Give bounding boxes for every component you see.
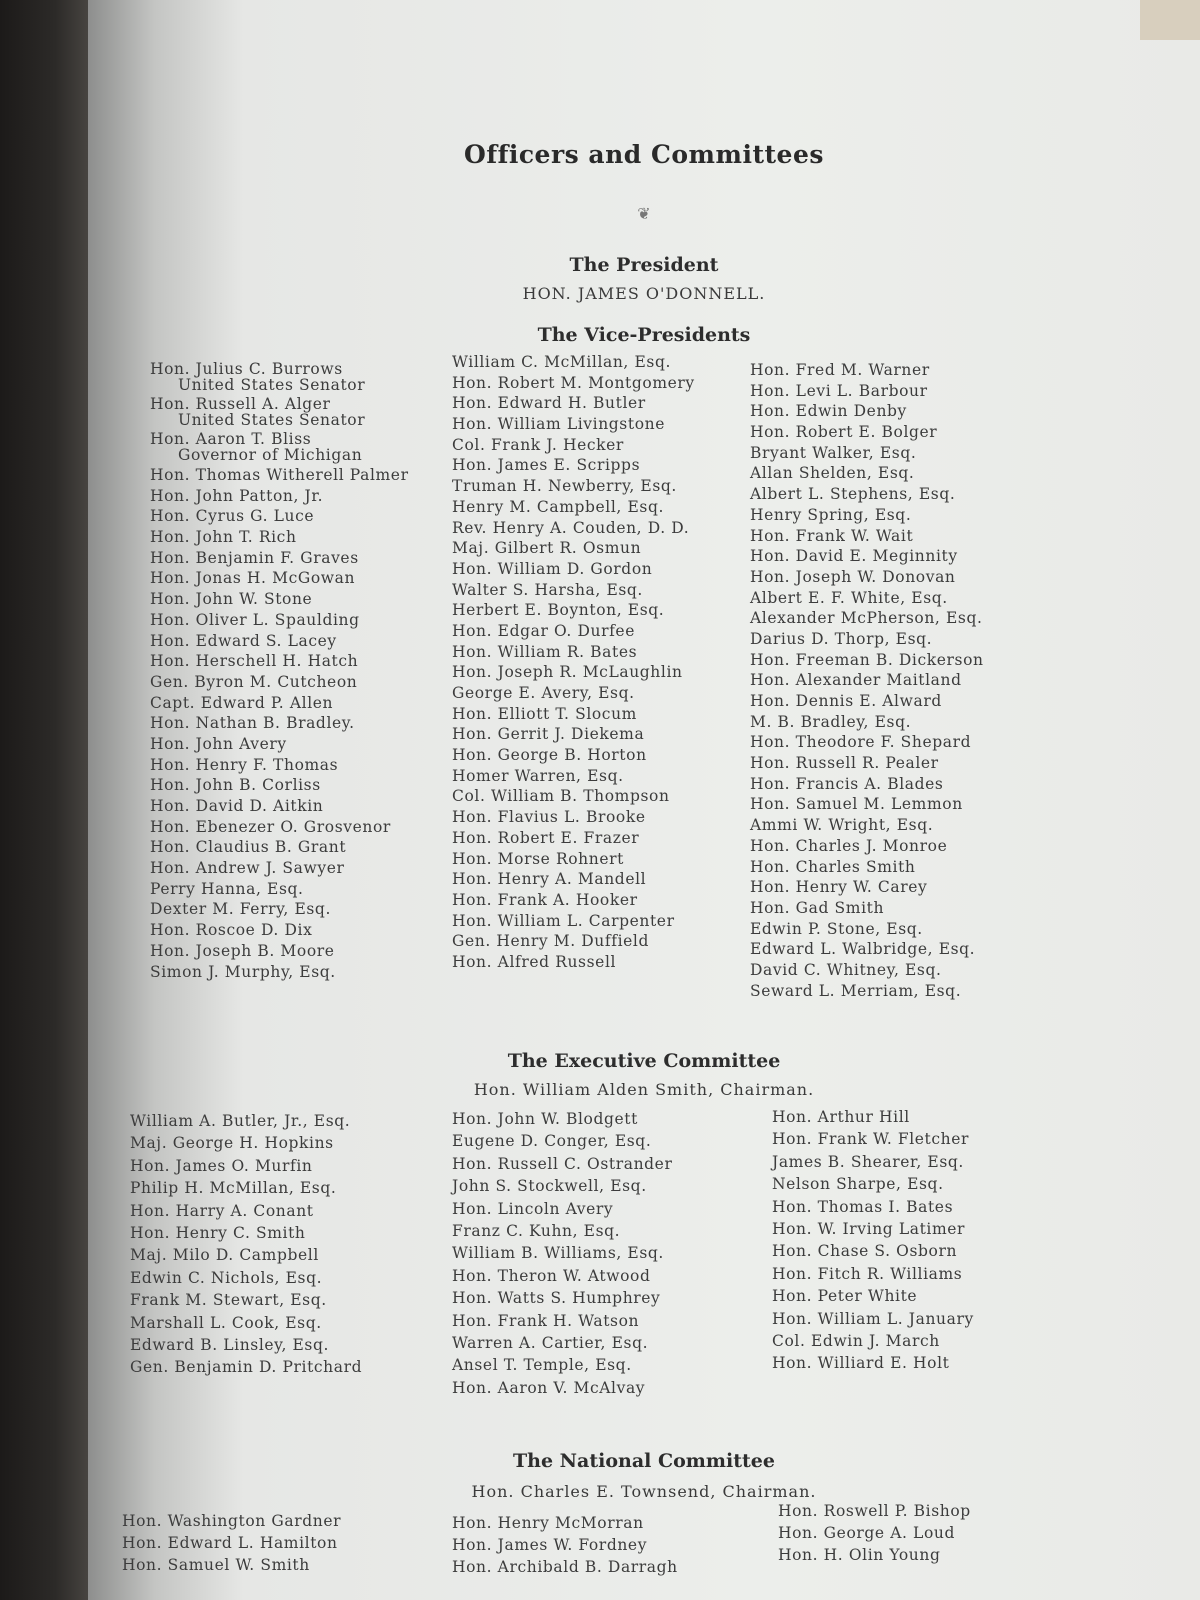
list-item: Hon. Arthur Hill bbox=[772, 1108, 910, 1126]
list-item: Alexander McPherson, Esq. bbox=[750, 609, 983, 628]
list-item: Hon. Charles Smith bbox=[750, 857, 916, 876]
list-item: Hon. David E. Meginnity bbox=[750, 547, 958, 566]
list-item: Hon. Chase S. Osborn bbox=[772, 1242, 958, 1261]
list-item: Philip H. McMillan, Esq. bbox=[130, 1179, 337, 1198]
list-item: Hon. Herschell H. Hatch bbox=[150, 652, 359, 671]
list-item: Ansel T. Temple, Esq. bbox=[452, 1356, 632, 1375]
list-item: Hon. Edwin Denby bbox=[750, 402, 907, 421]
list-item: Hon. Thomas I. Bates bbox=[772, 1197, 954, 1216]
list-item: Hon. Russell C. Ostrander bbox=[452, 1154, 673, 1173]
list-item: Hon. Edward H. Butler bbox=[452, 394, 646, 413]
president-name: HON. JAMES O'DONNELL. bbox=[522, 284, 766, 303]
list-item: Hon. Alfred Russell bbox=[452, 952, 617, 971]
list-item: Edward B. Linsley, Esq. bbox=[130, 1335, 330, 1354]
list-item: William C. McMillan, Esq. bbox=[452, 353, 672, 371]
list-item: Franz C. Kuhn, Esq. bbox=[452, 1221, 621, 1240]
list-item: Dexter M. Ferry, Esq. bbox=[150, 900, 331, 919]
list-item: Hon. Flavius L. Brooke bbox=[452, 808, 646, 827]
ornament-icon: ❦ bbox=[637, 204, 651, 223]
list-item: Hon. Dennis E. Alward bbox=[750, 692, 942, 710]
list-item: James B. Shearer, Esq. bbox=[772, 1152, 964, 1171]
list-item: Hon. Edward S. Lacey bbox=[150, 631, 337, 650]
list-item: Hon. Benjamin F. Graves bbox=[150, 548, 359, 567]
list-item: Hon. Cyrus G. Luce bbox=[150, 507, 315, 526]
list-item: Hon. Andrew J. Sawyer bbox=[150, 859, 345, 878]
list-item: Hon. Edward L. Hamilton bbox=[122, 1534, 338, 1552]
list-item: Hon. John B. Corliss bbox=[150, 776, 321, 795]
list-item: Darius D. Thorp, Esq. bbox=[750, 629, 933, 648]
list-item: Col. Edwin J. March bbox=[772, 1331, 940, 1350]
list-item: Hon. John W. Stone bbox=[150, 590, 313, 609]
book-page bbox=[88, 0, 1200, 1600]
list-item: Hon. Robert E. Frazer bbox=[452, 828, 640, 847]
list-item: Hon. George A. Loud bbox=[778, 1524, 955, 1542]
list-item: William B. Williams, Esq. bbox=[452, 1244, 664, 1263]
list-item: Hon. Frank H. Watson bbox=[452, 1311, 640, 1330]
list-item: Hon. Robert E. Bolger bbox=[750, 423, 938, 442]
national-column-2 bbox=[452, 1512, 678, 1578]
list-item: Seward L. Merriam, Esq. bbox=[750, 981, 962, 1000]
list-item: Hon. Gerrit J. Diekema bbox=[452, 725, 645, 744]
list-item: Truman H. Newberry, Esq. bbox=[452, 477, 677, 496]
list-item: Gen. Henry M. Duffield bbox=[452, 932, 649, 951]
list-item: John S. Stockwell, Esq. bbox=[452, 1177, 647, 1196]
list-item: Simon J. Murphy, Esq. bbox=[150, 962, 336, 981]
executive-chairman: Hon. William Alden Smith, Chairman. bbox=[473, 1080, 815, 1099]
list-item: Hon. John T. Rich bbox=[150, 528, 297, 547]
list-item: Maj. George H. Hopkins bbox=[130, 1134, 334, 1153]
list-item: Gen. Benjamin D. Pritchard bbox=[130, 1358, 363, 1377]
vice-presidents-column-2 bbox=[452, 352, 695, 973]
list-item: Hon. Morse Rohnert bbox=[452, 849, 624, 868]
list-item: Hon. Roscoe D. Dix bbox=[150, 921, 313, 940]
list-item: Hon. Aaron V. McAlvay bbox=[452, 1378, 646, 1397]
list-item: Hon. Charles J. Monroe bbox=[750, 836, 948, 855]
list-item: Hon. Archibald B. Darragh bbox=[452, 1558, 678, 1576]
list-item: Bryant Walker, Esq. bbox=[750, 443, 917, 462]
list-item: Hon. Oliver L. Spaulding bbox=[150, 610, 360, 629]
vice-presidents-column-1 bbox=[150, 360, 409, 982]
list-item: Hon. Henry C. Smith bbox=[130, 1223, 306, 1242]
list-item: Hon. Samuel M. Lemmon bbox=[750, 795, 963, 814]
list-item: Homer Warren, Esq. bbox=[452, 766, 624, 785]
list-item: Hon. Russell R. Pealer bbox=[750, 754, 939, 773]
list-item: Hon. Washington Gardner bbox=[122, 1512, 342, 1530]
list-item: Gen. Byron M. Cutcheon bbox=[150, 672, 358, 691]
list-item: Capt. Edward P. Allen bbox=[150, 693, 334, 712]
national-chairman: Hon. Charles E. Townsend, Chairman. bbox=[471, 1482, 817, 1501]
list-item: Hon. James O. Murfin bbox=[130, 1156, 313, 1175]
vice-presidents-column-3 bbox=[750, 360, 984, 1001]
list-item: Col. William B. Thompson bbox=[452, 787, 670, 806]
list-item: Hon. Peter White bbox=[772, 1287, 918, 1306]
list-item: Hon. Joseph W. Donovan bbox=[750, 567, 956, 586]
list-item: Hon. Elliott T. Slocum bbox=[452, 704, 637, 723]
list-item: Rev. Henry A. Couden, D. D. bbox=[452, 518, 690, 537]
list-item: Eugene D. Conger, Esq. bbox=[452, 1132, 652, 1151]
list-item: Perry Hanna, Esq. bbox=[150, 879, 304, 898]
list-item: Hon. Henry F. Thomas bbox=[150, 755, 339, 774]
list-item: Hon. William Livingstone bbox=[452, 415, 665, 434]
executive-column-1 bbox=[130, 1110, 362, 1379]
list-item: Albert E. F. White, Esq. bbox=[750, 588, 948, 607]
list-item: Hon. Edgar O. Durfee bbox=[452, 621, 635, 640]
list-item: Hon. Aaron T. Bliss Governor of Michigan bbox=[150, 430, 363, 464]
list-item: Hon. Joseph B. Moore bbox=[150, 941, 335, 960]
list-item: Hon. William L. Carpenter bbox=[452, 911, 675, 930]
list-item: Nelson Sharpe, Esq. bbox=[772, 1175, 944, 1194]
book-spine bbox=[0, 0, 92, 1600]
list-item: Walter S. Harsha, Esq. bbox=[452, 580, 643, 599]
list-item: Hon. Thomas Witherell Palmer bbox=[150, 466, 409, 484]
list-item: Hon. David D. Aitkin bbox=[150, 797, 324, 815]
list-item: Hon. James E. Scripps bbox=[452, 456, 641, 475]
national-committee-heading: The National Committee bbox=[513, 1450, 775, 1472]
list-item: Hon. Levi L. Barbour bbox=[750, 381, 928, 400]
list-item: Hon. John Avery bbox=[150, 734, 287, 753]
list-item: Hon. Watts S. Humphrey bbox=[452, 1289, 661, 1308]
executive-column-2 bbox=[452, 1108, 672, 1399]
list-item: Maj. Milo D. Campbell bbox=[130, 1246, 319, 1265]
list-item: Allan Shelden, Esq. bbox=[750, 464, 915, 483]
list-item: Hon. William R. Bates bbox=[452, 642, 638, 661]
list-item: Edwin C. Nichols, Esq. bbox=[130, 1268, 323, 1287]
list-item: Albert L. Stephens, Esq. bbox=[750, 485, 956, 504]
list-item: Hon. Gad Smith bbox=[750, 898, 885, 917]
list-item: Hon. Frank A. Hooker bbox=[452, 890, 638, 909]
list-item: Maj. Gilbert R. Osmun bbox=[452, 539, 642, 558]
list-item: Hon. H. Olin Young bbox=[778, 1546, 941, 1564]
national-column-3 bbox=[778, 1500, 971, 1566]
list-item: Henry M. Campbell, Esq. bbox=[452, 497, 664, 516]
list-item: Frank M. Stewart, Esq. bbox=[130, 1291, 327, 1310]
list-item: Hon. William L. January bbox=[772, 1309, 974, 1328]
list-item: Hon. George B. Horton bbox=[452, 746, 647, 765]
list-item: Hon. Fred M. Warner bbox=[750, 361, 930, 379]
list-item: Hon. Alexander Maitland bbox=[750, 671, 962, 690]
list-item: Hon. Francis A. Blades bbox=[750, 774, 944, 793]
list-item: Hon. Henry W. Carey bbox=[750, 878, 928, 897]
list-item: Col. Frank J. Hecker bbox=[452, 435, 624, 454]
list-item: Hon. John Patton, Jr. bbox=[150, 486, 324, 505]
list-item: Hon. Williard E. Holt bbox=[772, 1354, 950, 1373]
list-item: Hon. Harry A. Conant bbox=[130, 1201, 314, 1220]
list-item: Hon. James W. Fordney bbox=[452, 1536, 648, 1554]
list-item: Ammi W. Wright, Esq. bbox=[750, 816, 934, 835]
executive-column-3 bbox=[772, 1106, 974, 1375]
list-item: Hon. Claudius B. Grant bbox=[150, 838, 347, 857]
list-item: Hon. Samuel W. Smith bbox=[122, 1556, 310, 1574]
list-item: David C. Whitney, Esq. bbox=[750, 960, 942, 979]
president-heading: The President bbox=[569, 254, 719, 276]
list-item: Hon. Russell A. Alger United States Senator bbox=[150, 395, 366, 429]
list-item: Hon. Frank W. Fletcher bbox=[772, 1130, 970, 1149]
list-item: Edward L. Walbridge, Esq. bbox=[750, 940, 976, 959]
national-column-1 bbox=[122, 1510, 341, 1576]
list-item: Hon. Joseph R. McLaughlin bbox=[452, 663, 683, 682]
list-item: Hon. Fitch R. Williams bbox=[772, 1264, 963, 1283]
vice-presidents-heading: The Vice-Presidents bbox=[537, 324, 751, 346]
list-item: Hon. Theodore F. Shepard bbox=[750, 733, 972, 752]
list-item: Hon. William D. Gordon bbox=[452, 559, 653, 578]
page-title: Officers and Committees bbox=[464, 140, 824, 169]
list-item: Hon. Jonas H. McGowan bbox=[150, 569, 356, 588]
list-item: Hon. Lincoln Avery bbox=[452, 1199, 614, 1218]
page-corner bbox=[1140, 0, 1200, 40]
list-item: George E. Avery, Esq. bbox=[452, 684, 635, 702]
list-item: Edwin P. Stone, Esq. bbox=[750, 919, 923, 938]
list-item: Herbert E. Boynton, Esq. bbox=[452, 601, 665, 620]
list-item: Hon. Ebenezer O. Grosvenor bbox=[150, 817, 391, 836]
list-item: M. B. Bradley, Esq. bbox=[750, 712, 912, 731]
list-item: Hon. Theron W. Atwood bbox=[452, 1266, 651, 1285]
list-item: Warren A. Cartier, Esq. bbox=[452, 1333, 649, 1352]
list-item: Hon. W. Irving Latimer bbox=[772, 1219, 966, 1238]
list-item: Hon. John W. Blodgett bbox=[452, 1110, 638, 1128]
list-item: Hon. Henry A. Mandell bbox=[452, 870, 647, 889]
list-item: Hon. Julius C. Burrows United States Senator bbox=[150, 360, 366, 394]
list-item: Hon. Robert M. Montgomery bbox=[452, 373, 695, 392]
list-item: William A. Butler, Jr., Esq. bbox=[130, 1112, 351, 1130]
list-item: Marshall L. Cook, Esq. bbox=[130, 1313, 322, 1332]
list-item: Hon. Frank W. Wait bbox=[750, 526, 914, 545]
list-item: Hon. Henry McMorran bbox=[452, 1514, 644, 1532]
list-item: Hon. Roswell P. Bishop bbox=[778, 1502, 971, 1520]
list-item: Hon. Nathan B. Bradley. bbox=[150, 714, 355, 733]
list-item: Henry Spring, Esq. bbox=[750, 505, 912, 524]
list-item: Hon. Freeman B. Dickerson bbox=[750, 650, 984, 669]
executive-committee-heading: The Executive Committee bbox=[507, 1050, 781, 1072]
